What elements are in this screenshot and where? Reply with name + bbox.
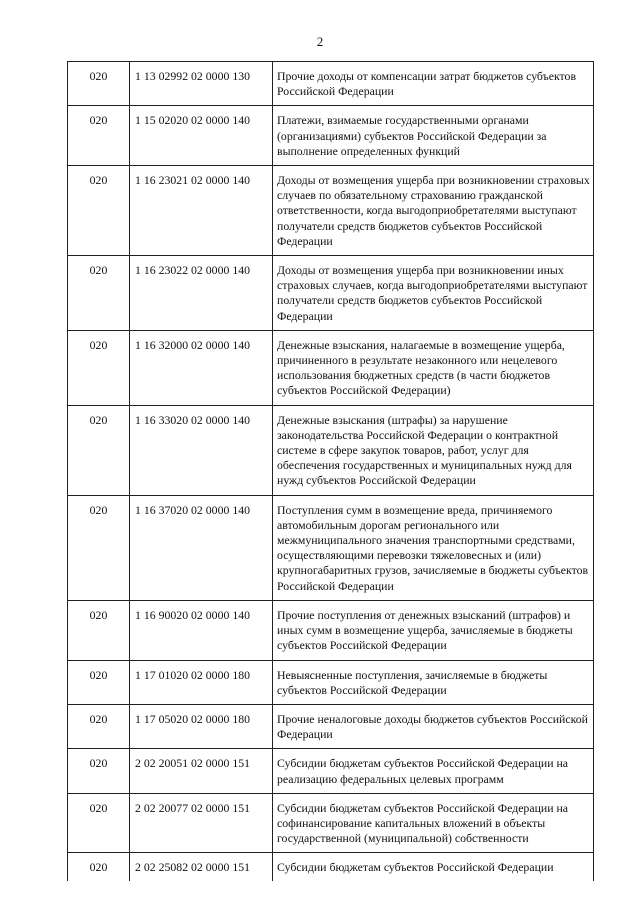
table-row: [68, 749, 594, 793]
classification-code-cell: 1 17 01020 02 0000 180: [130, 660, 273, 704]
table-row: [68, 793, 594, 853]
revenue-description-cell: Прочие поступления от денежных взысканий (штрафов) и иных сумм в возмещение ущерба, зачисляемые в бюджеты субъектов Российской Федерации: [273, 600, 594, 660]
administrator-code-cell: 020: [68, 256, 130, 331]
administrator-code-cell: 020: [68, 749, 130, 793]
revenue-description-cell: Поступления сумм в возмещение вреда, причиняемого автомобильным дорогам регионального или межмуниципального значения транспортными средствами, осуществляющими перевозки тяжеловесных и (или) крупногабаритных грузов, зачисляемые в бюджеты субъектов Российской Федерации: [273, 495, 594, 600]
classification-code-cell: 1 15 02020 02 0000 140: [130, 106, 273, 166]
classification-code-cell: 1 16 90020 02 0000 140: [130, 600, 273, 660]
revenue-description-cell: Субсидии бюджетам субъектов Российской Федерации: [273, 853, 594, 881]
table-row: [68, 166, 594, 256]
administrator-code-cell: 020: [68, 166, 130, 256]
classification-code-cell: 1 16 37020 02 0000 140: [130, 495, 273, 600]
revenue-description-cell: Невыясненные поступления, зачисляемые в бюджеты субъектов Российской Федерации: [273, 660, 594, 704]
administrator-code-cell: 020: [68, 853, 130, 881]
page-number: 2: [316, 34, 324, 49]
classification-code-cell: 1 16 23021 02 0000 140: [130, 166, 273, 256]
classification-code-cell: 2 02 20077 02 0000 151: [130, 793, 273, 853]
table-row: [68, 704, 594, 748]
administrator-code-cell: 020: [68, 793, 130, 853]
classification-code-cell: 2 02 25082 02 0000 151: [130, 853, 273, 881]
revenue-description-cell: Доходы от возмещения ущерба при возникновении иных страховых случаев, когда выгодоприобретателями выступают получатели средств бюджетов субъектов Российской Федерации: [273, 256, 594, 331]
table-row: [68, 853, 594, 881]
table-row: [68, 405, 594, 495]
table-row: [68, 495, 594, 600]
revenue-description-cell: Субсидии бюджетам субъектов Российской Федерации на софинансирование капитальных вложений в объекты государственной (муниципальной) собственности: [273, 793, 594, 853]
revenue-description-cell: Прочие доходы от компенсации затрат бюджетов субъектов Российской Федерации: [273, 62, 594, 106]
table-row: [68, 660, 594, 704]
table-row: [68, 62, 594, 106]
administrator-code-cell: 020: [68, 600, 130, 660]
classification-code-cell: 1 16 32000 02 0000 140: [130, 330, 273, 405]
classification-code-cell: 1 13 02992 02 0000 130: [130, 62, 273, 106]
table-row: [68, 256, 594, 331]
classification-code-cell: 1 16 23022 02 0000 140: [130, 256, 273, 331]
administrator-code-cell: 020: [68, 660, 130, 704]
administrator-code-cell: 020: [68, 405, 130, 495]
classification-code-cell: 1 17 05020 02 0000 180: [130, 704, 273, 748]
revenue-description-cell: Субсидии бюджетам субъектов Российской Федерации на реализацию федеральных целевых программ: [273, 749, 594, 793]
administrator-code-cell: 020: [68, 106, 130, 166]
administrator-code-cell: 020: [68, 62, 130, 106]
revenue-description-cell: Доходы от возмещения ущерба при возникновении страховых случаев по обязательному страхованию гражданской ответственности, когда выгодоприобретателями выступают получатели средств бюджетов субъектов Российской Федерации: [273, 166, 594, 256]
classification-code-cell: 2 02 20051 02 0000 151: [130, 749, 273, 793]
table-row: [68, 330, 594, 405]
table-row: [68, 600, 594, 660]
administrator-code-cell: 020: [68, 704, 130, 748]
revenue-description-cell: Денежные взыскания (штрафы) за нарушение законодательства Российской Федерации о контрактной системе в сфере закупок товаров, работ, услуг для обеспечения государственных и муниципальных нужд для нужд субъектов Российской Федерации: [273, 405, 594, 495]
administrator-code-cell: 020: [68, 330, 130, 405]
table-row: [68, 106, 594, 166]
revenue-description-cell: Денежные взыскания, налагаемые в возмещение ущерба, причиненного в результате незаконного или нецелевого использования бюджетных средств (в части бюджетов субъектов Российской Федерации): [273, 330, 594, 405]
classification-code-cell: 1 16 33020 02 0000 140: [130, 405, 273, 495]
revenue-classification-table-container: [67, 61, 594, 881]
revenue-description-cell: Платежи, взимаемые государственными органами (организациями) субъектов Российской Федерации за выполнение определенных функций: [273, 106, 594, 166]
revenue-classification-table: [67, 61, 594, 881]
revenue-description-cell: Прочие неналоговые доходы бюджетов субъектов Российской Федерации: [273, 704, 594, 748]
administrator-code-cell: 020: [68, 495, 130, 600]
